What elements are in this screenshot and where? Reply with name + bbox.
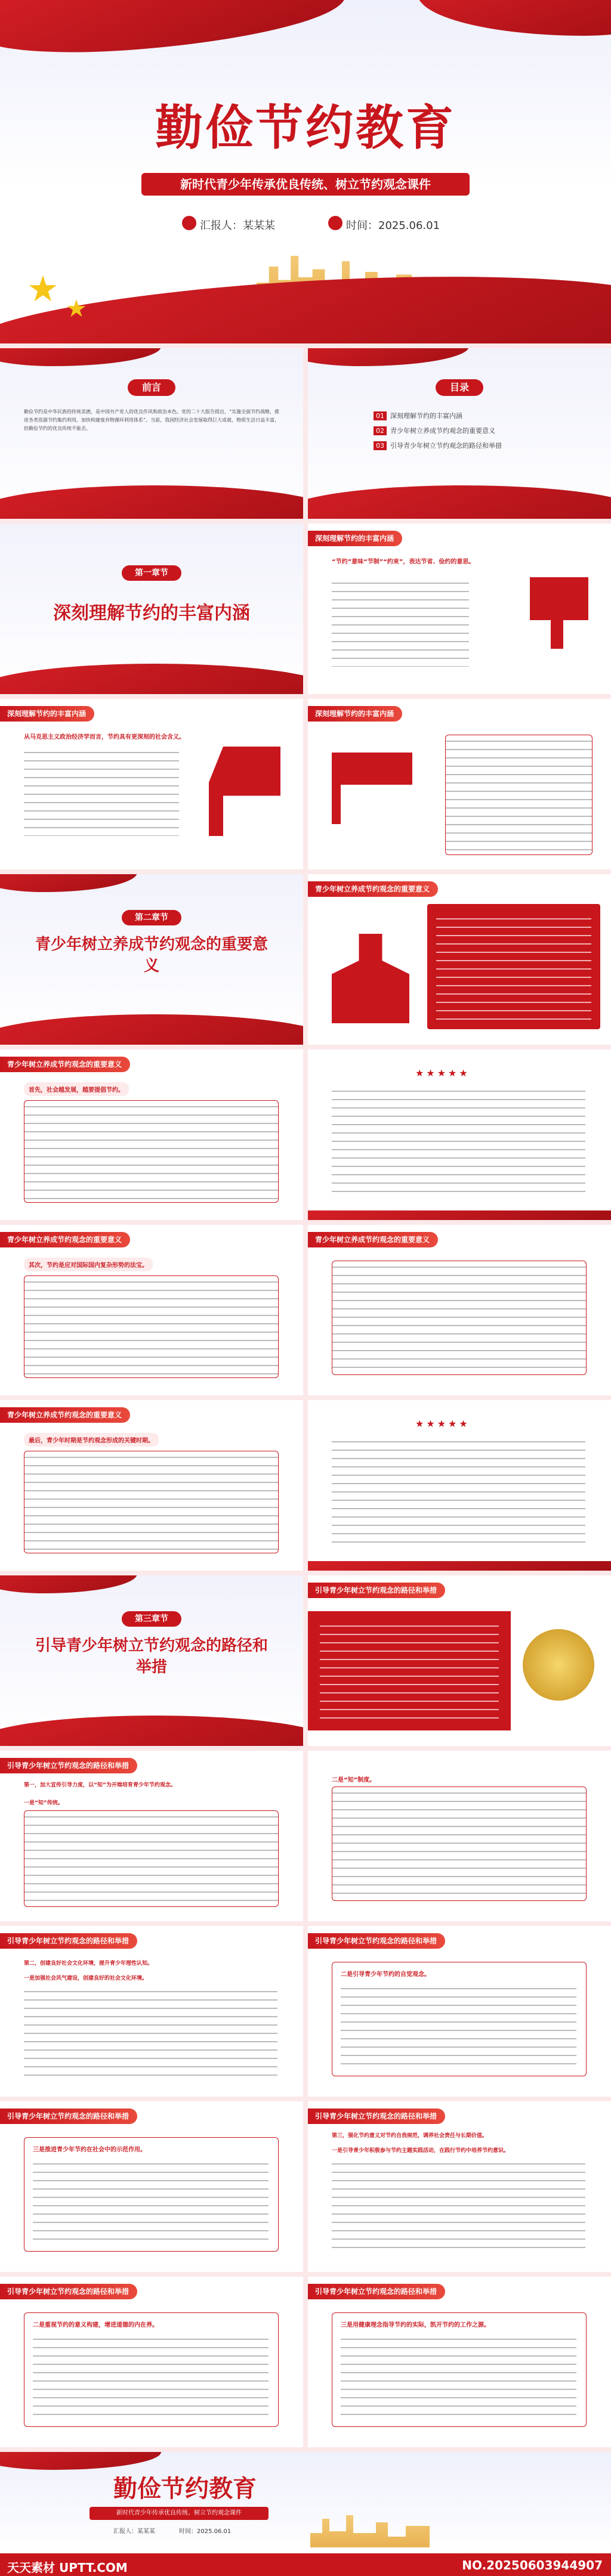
content-slide xyxy=(0,2277,303,2447)
content-slide xyxy=(308,699,611,869)
sub-heading: 一是“知”传统。 xyxy=(24,1800,63,1806)
sub-heading: 三是推进青少年节约在社会中的示范作用。 xyxy=(33,2147,146,2153)
chapter-title: 引导青少年树立节约观念的路径和举措 xyxy=(35,1637,268,1676)
slide-header: 青少年树立养成节约观念的重要意义 xyxy=(0,1232,130,1247)
top-flag xyxy=(0,2452,161,2470)
slide-header: 引导青少年树立节约观念的路径和举措 xyxy=(308,1583,445,1598)
cover-title: 勤俭节约教育 xyxy=(155,100,456,156)
preface-text: 勤俭节约是中华民族的传统美德，是中国共产党人的优良作风和政治本色。党的二十大报告提出，“实施全面节约战略，推进各类资源节约集约利用，加快构建废弃物循环利用体系”。当前，我国经济社会发展取得巨大成就，物质生活日益丰富，但勤俭节约的优良传统不能丢。 xyxy=(24,409,280,431)
content-slide xyxy=(308,2277,611,2447)
text-box xyxy=(24,1451,279,1553)
point-heading: 第三，强化节约意义对节约自我规范，调养社会责任与长期价值。 xyxy=(332,2133,488,2139)
sub-heading: 一是加强社会风气建设，创建良好的社会文化环境。 xyxy=(24,1976,148,1981)
content-slide xyxy=(308,1926,611,2097)
top-flag xyxy=(0,0,348,60)
slide-paragraph xyxy=(332,1085,585,1193)
content-slide xyxy=(308,874,611,1045)
chapter-1-slide xyxy=(0,524,303,694)
end-time: 时间：2025.06.01 xyxy=(179,2528,232,2535)
slide-paragraph xyxy=(341,1983,576,2066)
slide-bottom-flag xyxy=(308,485,611,519)
content-slide xyxy=(308,1575,611,1746)
cover-time: 时间：2025.06.01 xyxy=(346,219,440,232)
content-slide xyxy=(0,699,303,869)
slide-quote: “节约”意味“节制”“约束”，表达节省、俭约的意思。 xyxy=(332,559,475,565)
content-slide xyxy=(308,1225,611,1395)
slide-paragraph xyxy=(320,1620,499,1722)
toc-item-label: 引导青少年树立节约观念的路径和举措 xyxy=(390,442,502,450)
end-subtitle: 新时代青少年传承优良传统、树立节约观念课件 xyxy=(90,2507,269,2520)
slide-header: 引导青少年树立节约观念的路径和举措 xyxy=(0,2284,137,2299)
content-slide xyxy=(0,1751,303,1921)
chapter-label: 第二章节 xyxy=(122,910,181,925)
slide-paragraph xyxy=(436,913,591,1020)
slide-paragraph xyxy=(33,2158,269,2241)
slide-bottom-flag xyxy=(0,1014,303,1045)
slide-bottom-flag xyxy=(0,664,303,694)
bottom-flag xyxy=(0,262,611,343)
star-row: ★★★★★ xyxy=(415,1067,470,1079)
sub-heading: 二是引导青少年节约的自觉观念。 xyxy=(341,1971,430,1978)
preface-title: 前言 xyxy=(128,379,175,396)
presenter-icon xyxy=(505,577,588,649)
slide-header: 深刻理解节约的丰富内涵 xyxy=(308,531,402,546)
content-slide xyxy=(0,1400,303,1571)
content-slide xyxy=(0,1926,303,2097)
clock-icon xyxy=(328,216,342,230)
slide-paragraph xyxy=(33,2333,269,2417)
end-slide xyxy=(0,2452,611,2553)
cover-subtitle: 新时代青少年传承优良传统、树立节约观念课件 xyxy=(141,173,470,196)
content-slide xyxy=(308,1049,611,1220)
content-slide xyxy=(0,2101,303,2272)
chapter-3-slide xyxy=(0,1575,303,1746)
toc-item-2[interactable] xyxy=(374,426,495,435)
preface-slide xyxy=(0,348,303,519)
chapter-label: 第三章节 xyxy=(122,1611,181,1627)
sub-heading: 二是重视节约的意义构建，增进道德的内在养。 xyxy=(33,2322,158,2329)
trumpet-icon xyxy=(523,1629,594,1701)
slide-paragraph xyxy=(24,1986,277,2081)
star-icon: ★ xyxy=(66,295,87,323)
slide-header: 青少年树立养成节约观念的重要意义 xyxy=(308,881,438,897)
star-icon: ★ xyxy=(27,268,59,310)
slide-header: 引导青少年树立节约观念的路径和举措 xyxy=(0,1933,137,1949)
text-box xyxy=(332,1787,587,1901)
cover-reporter: 汇报人：某某某 xyxy=(200,219,275,232)
point-heading: 第二，创建良好社会文化环境，提升青少年理性认知。 xyxy=(24,1961,153,1967)
content-slide xyxy=(0,1225,303,1395)
slide-bottom-flag xyxy=(308,1210,611,1220)
slide-lead: 从马克思主义政治经济学而言，节约具有更深刻的社会含义。 xyxy=(24,734,185,741)
text-box xyxy=(24,1100,279,1203)
slide-bottom-flag xyxy=(0,485,303,519)
city-skyline xyxy=(310,2512,430,2547)
point-heading: 首先，社会越发展，越要提倡节约。 xyxy=(24,1082,129,1096)
slide-header: 引导青少年树立节约观念的路径和举措 xyxy=(0,2109,137,2124)
point-heading: 其次，节约是应对国际国内复杂形势的法宝。 xyxy=(24,1258,153,1271)
chapter-title: 青少年树立养成节约观念的重要意义 xyxy=(35,936,268,975)
slide-paragraph xyxy=(332,1436,585,1543)
slide-flag xyxy=(308,348,469,366)
slide-paragraph xyxy=(332,577,469,667)
content-slide xyxy=(308,1400,611,1571)
chapter-2-slide xyxy=(0,874,303,1045)
toc-slide xyxy=(308,348,611,519)
slide-header: 青少年树立养成节约观念的重要意义 xyxy=(0,1407,130,1423)
text-box xyxy=(445,735,593,855)
chapter-label: 第一章节 xyxy=(122,565,181,581)
toc-number: 03 xyxy=(374,441,387,450)
toc-item-label: 青少年树立养成节约观念的重要意义 xyxy=(390,427,495,435)
slide-flag xyxy=(0,1575,137,1593)
toc-item-label: 深刻理解节约的丰富内涵 xyxy=(390,412,462,420)
content-slide xyxy=(308,1751,611,1921)
slide-header: 引导青少年树立节约观念的路径和举措 xyxy=(308,2109,445,2124)
slide-header: 深刻理解节约的丰富内涵 xyxy=(0,706,94,722)
content-slide xyxy=(0,1049,303,1220)
slide-bottom-flag xyxy=(0,1716,303,1746)
toc-number: 01 xyxy=(374,411,387,420)
toc-number: 02 xyxy=(374,426,387,435)
sub-heading: 二是“知”制度。 xyxy=(332,1777,376,1784)
slide-paragraph xyxy=(24,747,179,836)
teacher-icon xyxy=(209,747,280,836)
end-title: 勤俭节约教育 xyxy=(113,2475,257,2503)
slide-header: 青少年树立养成节约观念的重要意义 xyxy=(0,1057,130,1072)
classroom-icon xyxy=(332,753,421,824)
sub-heading: 一是引导青少年积极参与节约主题实践活动，在践行节约中培养节约意识。 xyxy=(332,2148,510,2154)
top-right-flag xyxy=(418,0,611,36)
footer-left[interactable]: 天天素材 UPTT.COM xyxy=(7,2560,128,2575)
toc-item-3[interactable] xyxy=(374,441,502,450)
slide-flag xyxy=(0,348,161,366)
toc-title: 目录 xyxy=(436,379,483,396)
star-row: ★★★★★ xyxy=(415,1418,470,1429)
text-box xyxy=(24,1810,279,1907)
speaker-icon xyxy=(332,934,409,1023)
slide-header: 引导青少年树立节约观念的路径和举措 xyxy=(308,2284,445,2299)
end-reporter: 汇报人：某某某 xyxy=(113,2528,155,2535)
slide-header: 深刻理解节约的丰富内涵 xyxy=(308,706,402,722)
slide-header: 引导青少年树立节约观念的路径和举措 xyxy=(0,1758,137,1773)
slide-paragraph xyxy=(332,2158,585,2253)
content-slide xyxy=(308,524,611,694)
slide-bottom-flag xyxy=(308,1561,611,1571)
slide-flag xyxy=(0,874,137,892)
reporter-icon xyxy=(182,216,196,230)
cover-slide xyxy=(0,0,611,343)
point-heading: 第一，加大宣传引导力度，以“知”为开端培育青少年节约观念。 xyxy=(24,1782,176,1788)
content-slide xyxy=(308,2101,611,2272)
slide-header: 引导青少年树立节约观念的路径和举措 xyxy=(308,1933,445,1949)
text-box xyxy=(332,1261,587,1375)
slide-paragraph xyxy=(341,2333,576,2417)
footer-right: NO.20250603944907 xyxy=(462,2558,603,2572)
text-box xyxy=(24,1275,279,1378)
chapter-title: 深刻理解节约的丰富内涵 xyxy=(53,603,250,624)
slide-header: 青少年树立养成节约观念的重要意义 xyxy=(308,1232,438,1247)
sub-heading: 三是用健康理念指导节约的实际，凯开节约的工作之源。 xyxy=(341,2322,490,2329)
toc-item-1[interactable] xyxy=(374,411,462,420)
point-heading: 最后，青少年时期是节约观念形成的关键时期。 xyxy=(24,1433,159,1447)
